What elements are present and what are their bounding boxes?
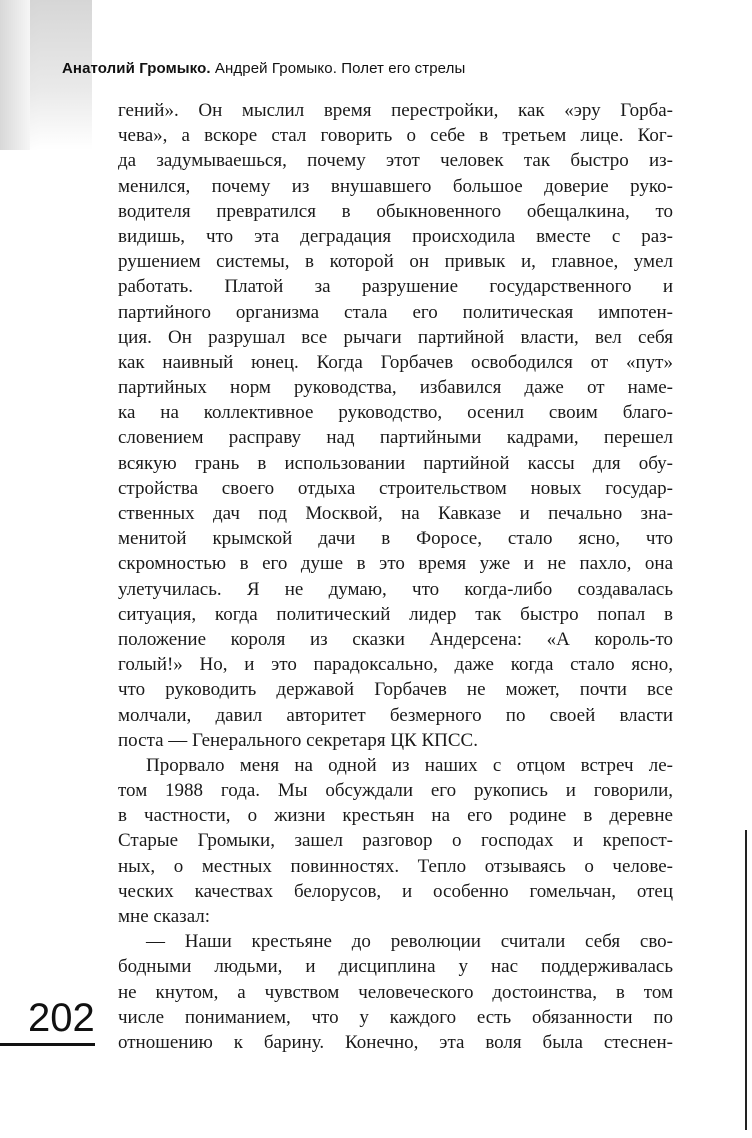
text-line: ция. Он разрушал все рычаги партийной власти, вел себя: [118, 326, 673, 348]
text-line: работать. Платой за разрушение государственного и: [118, 276, 673, 298]
text-line: менился, почему из внушавшего большое доверие руко-: [118, 175, 673, 197]
text-line: скромностью в его душе в это время уже и не пахло, она: [118, 553, 673, 575]
page-number: 202: [28, 996, 95, 1040]
text-line: всякую грань в использовании партийной кассы для обу-: [118, 452, 673, 474]
text-line: водителя превратился в обыкновенного обещалкина, то: [118, 200, 673, 222]
text-line: голый!» Но, и это парадоксально, даже когда стало ясно,: [118, 654, 673, 676]
text-line: — Наши крестьяне до революции считали себя сво-: [146, 931, 673, 953]
text-line: гений». Он мыслил время перестройки, как «эру Горба-: [118, 100, 673, 121]
text-line: ных, о местных повинностях. Тепло отзываясь о челове-: [118, 855, 673, 877]
text-line: в частности, о жизни крестьян на его родине в деревне: [118, 805, 673, 827]
text-line: чева», а вскоре стал говорить о себе в третьем лице. Ког-: [118, 125, 673, 147]
text-line: отношению к барину. Конечно, эта воля была стеснен-: [118, 1031, 673, 1053]
body-text: [118, 98, 673, 1055]
text-line: партийных норм руководства, избавился даже от наме-: [118, 377, 673, 399]
text-line: менитой крымской дачи в Форосе, стало ясно, что: [118, 528, 673, 550]
text-line: молчали, давил авторитет безмерного по своей власти: [118, 704, 673, 726]
text-line: Прорвало меня на одной из наших с отцом встреч ле-: [146, 754, 673, 776]
text-line: ситуация, когда политический лидер так быстро попал в: [118, 603, 673, 625]
running-head-author: Анатолий Громыко.: [62, 60, 211, 77]
running-head: [62, 60, 465, 77]
text-line: словением расправу над партийными кадрами, перешел: [118, 427, 673, 449]
text-line: рушением системы, в которой он привык и, главное, умел: [118, 251, 673, 273]
text-line: ческих качествах белорусов, и особенно гомельчан, отец: [118, 880, 673, 902]
text-line: партийного организма стала его политическая импотен-: [118, 301, 673, 323]
text-line: улетучилась. Я не думаю, что когда-либо создавалась: [118, 578, 673, 600]
text-line: как наивный юнец. Когда Горбачев освободился от «пут»: [118, 351, 673, 373]
page-number-rule: [0, 1043, 95, 1046]
text-line: стройства своего отдыха строительством новых государ-: [118, 477, 673, 499]
text-line: поста — Генерального секретаря ЦК КПСС.: [118, 729, 478, 751]
running-head-title: Андрей Громыко. Полет его стрелы: [214, 60, 466, 77]
scan-edge-line: [745, 830, 747, 1130]
text-line: видишь, что эта деградация происходила вместе с раз-: [118, 225, 673, 247]
text-line: положение короля из сказки Андерсена: «А король-то: [118, 628, 673, 650]
text-line: бодными людьми, и дисциплина у нас поддерживалась: [118, 956, 673, 978]
text-line: числе пониманием, что у каждого есть обязанности по: [118, 1006, 673, 1028]
text-line: что руководить державой Горбачев не может, почти все: [118, 679, 673, 701]
text-line: да задумываешься, почему этот человек так быстро из-: [118, 150, 673, 172]
text-line: ка на коллективное руководство, осенил своим благо-: [118, 402, 673, 424]
text-line: мне сказал:: [118, 906, 211, 927]
text-line: том 1988 года. Мы обсуждали его рукопись и говорили,: [118, 780, 673, 802]
text-line: ственных дач под Москвой, на Кавказе и печально зна-: [118, 503, 673, 524]
text-line: не кнутом, а чувством человеческого достоинства, в том: [118, 981, 673, 1003]
text-line: Старые Громыки, зашел разговор о господах и крепост-: [118, 830, 673, 852]
